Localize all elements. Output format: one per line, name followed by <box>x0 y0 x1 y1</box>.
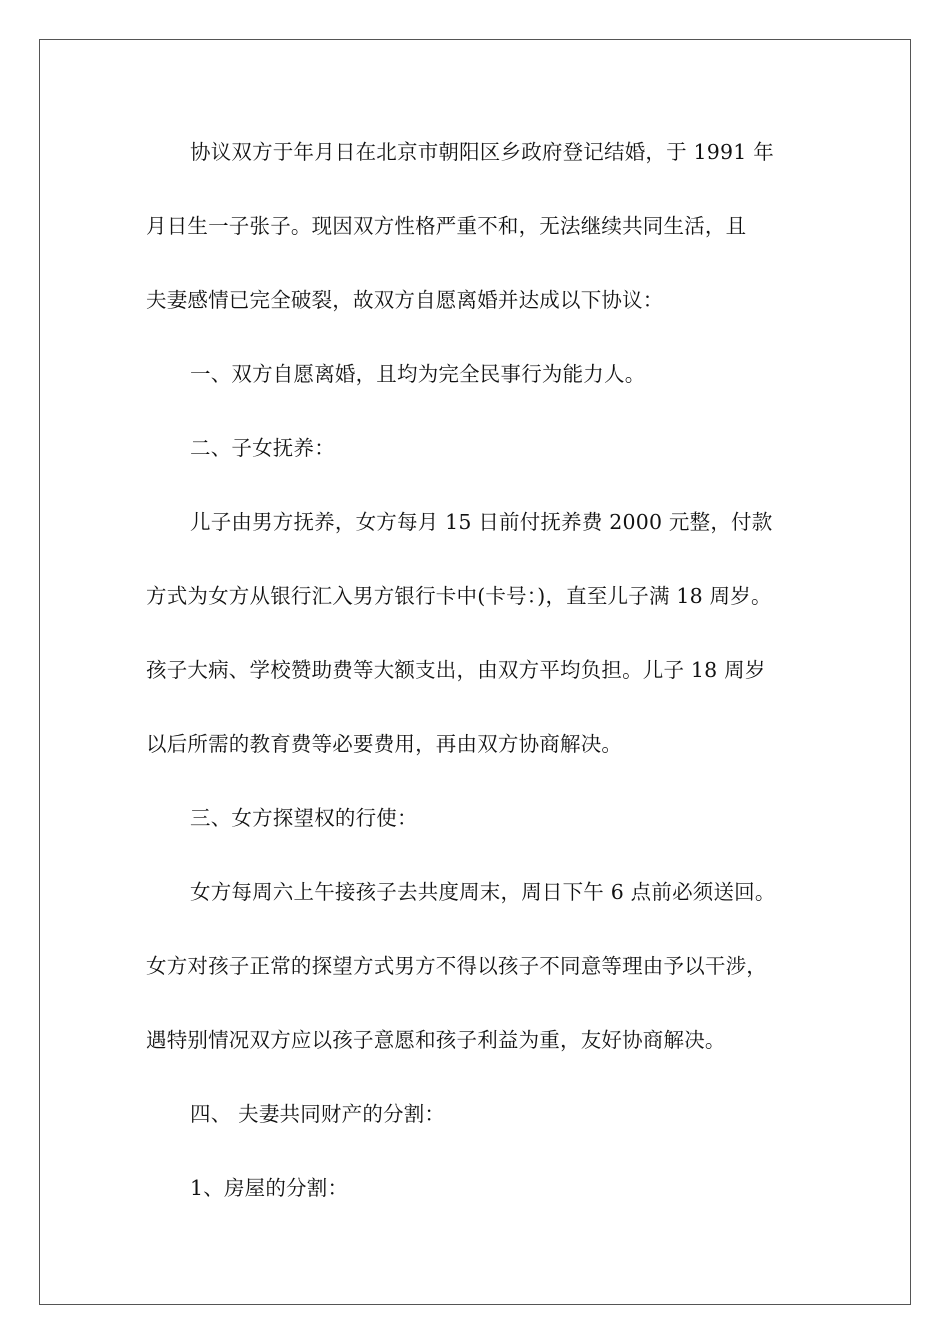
clause-two-heading: 二、子女抚养： <box>190 436 335 460</box>
child-support-line-3: 孩子大病、学校赞助费等大额支出，由双方平均负担。儿子 18 周岁 <box>146 658 766 682</box>
house-division-heading: 1、房屋的分割： <box>190 1176 349 1200</box>
clause-one: 一、双方自愿离婚，且均为完全民事行为能力人。 <box>190 362 646 386</box>
paragraph-intro-line-2: 月日生一子张子。现因双方性格严重不和，无法继续共同生活，且 <box>146 214 747 238</box>
visitation-line-3: 遇特别情况双方应以孩子意愿和孩子利益为重，友好协商解决。 <box>146 1028 726 1052</box>
visitation-line-1: 女方每周六上午接孩子去共度周末，周日下午 6 点前必须送回。 <box>190 880 776 904</box>
clause-four-heading: 四、 夫妻共同财产的分割： <box>190 1102 446 1126</box>
paragraph-intro-line-1: 协议双方于年月日在北京市朝阳区乡政府登记结婚，于 1991 年 <box>190 140 774 164</box>
paragraph-intro-line-3: 夫妻感情已完全破裂，故双方自愿离婚并达成以下协议： <box>146 288 664 312</box>
visitation-line-2: 女方对孩子正常的探望方式男方不得以孩子不同意等理由予以干涉， <box>146 954 767 978</box>
child-support-line-1: 儿子由男方抚养，女方每月 15 日前付抚养费 2000 元整，付款 <box>190 510 773 534</box>
child-support-line-4: 以后所需的教育费等必要费用，再由双方协商解决。 <box>146 732 623 756</box>
clause-three-heading: 三、女方探望权的行使： <box>190 806 418 830</box>
child-support-line-2: 方式为女方从银行汇入男方银行卡中(卡号：)，直至儿子满 18 周岁。 <box>146 584 772 608</box>
